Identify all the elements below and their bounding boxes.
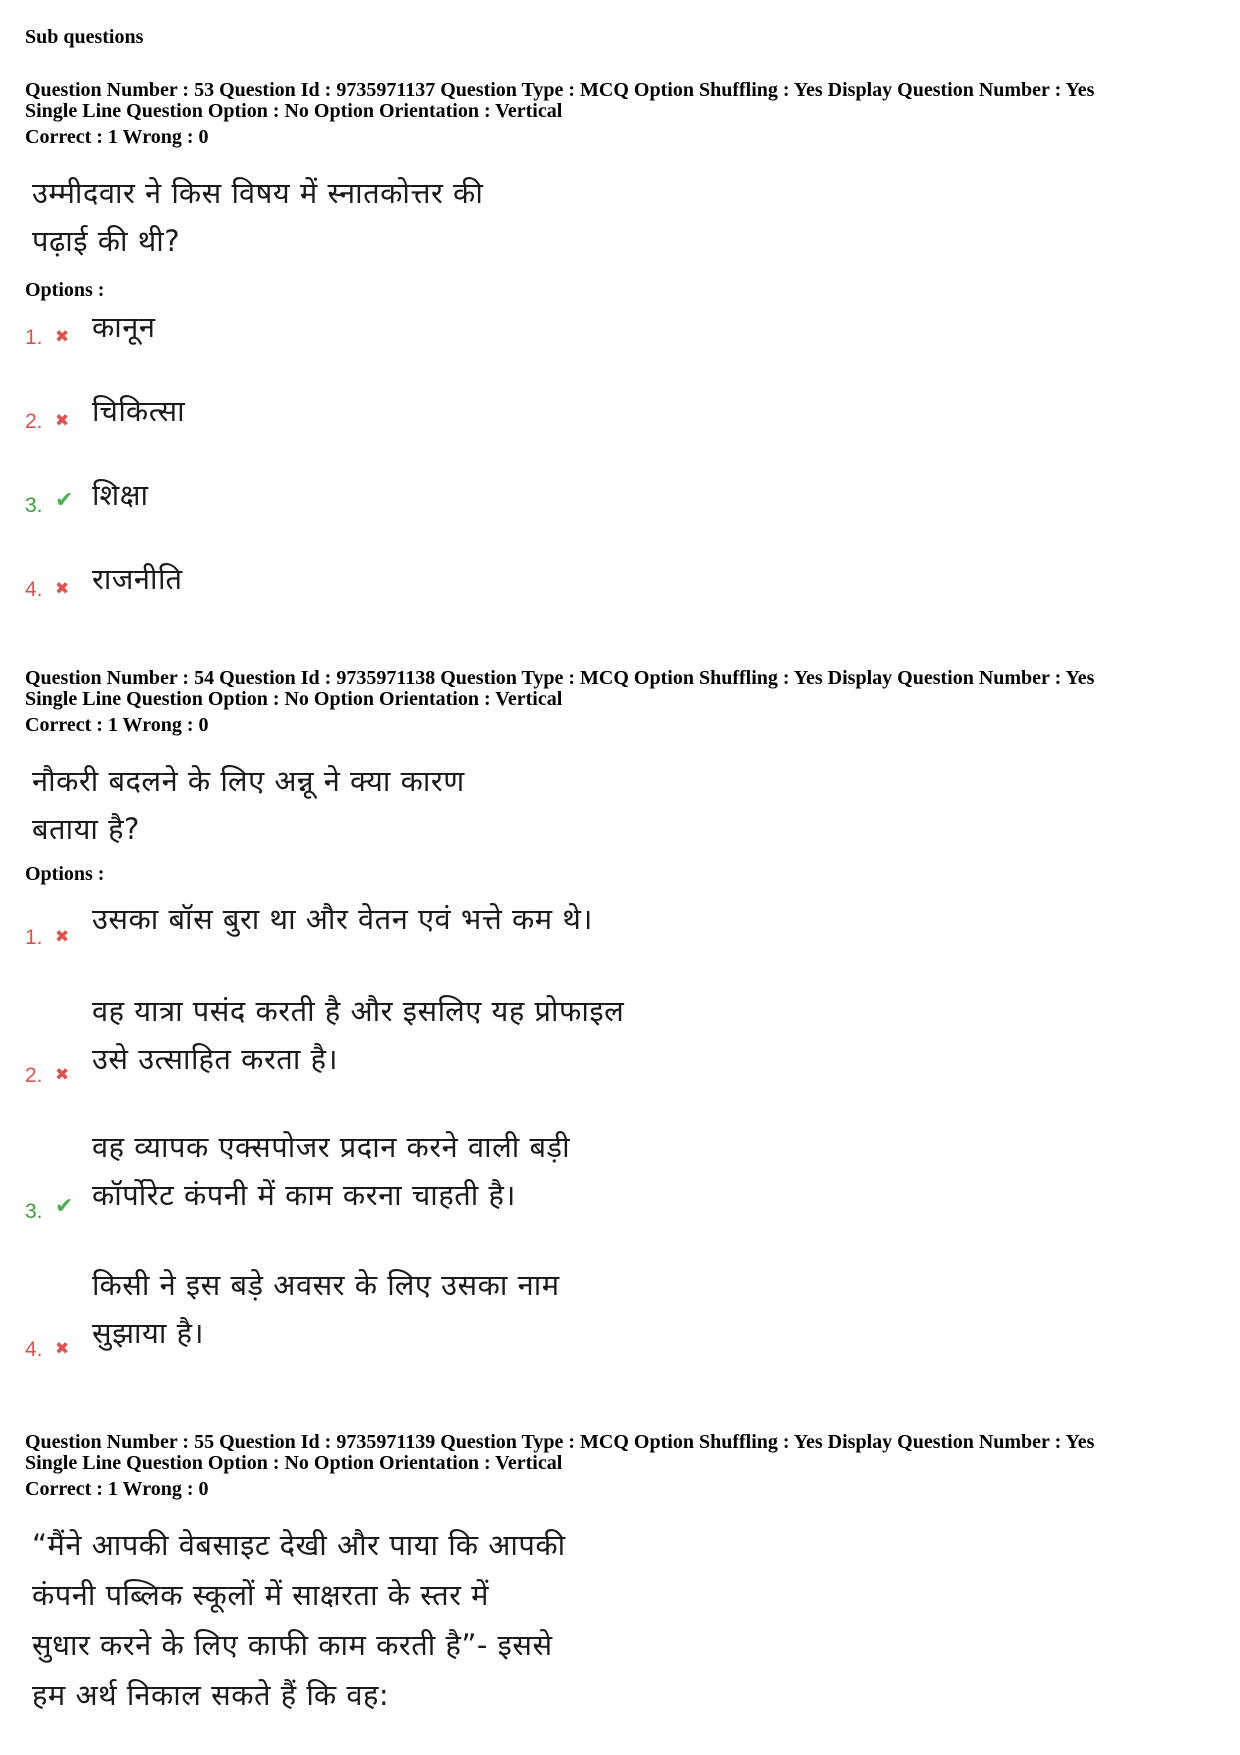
question-text-line: उम्मीदवार ने किस विषय में स्नातकोत्तर की — [32, 176, 484, 210]
option-text: उसका बॉस बुरा था और वेतन एवं भत्ते कम थे। — [92, 902, 593, 936]
option-number: 2. — [25, 1064, 43, 1087]
check-icon: ✔ — [55, 1194, 74, 1219]
options-label: Options : — [25, 863, 105, 885]
option-text: शिक्षा — [92, 478, 149, 512]
option-text: कॉर्पोरेट कंपनी में काम करना चाहती है। — [92, 1178, 516, 1212]
question-text-line: कंपनी पब्लिक स्कूलों में साक्षरता के स्तर में — [32, 1578, 490, 1612]
question-text-line: नौकरी बदलने के लिए अन्नू ने क्या कारण — [32, 764, 465, 798]
option-text: वह व्यापक एक्सपोजर प्रदान करने वाली बड़ी — [92, 1130, 571, 1164]
question-text-line: बताया है? — [32, 812, 140, 846]
cross-icon: ✖ — [55, 1065, 70, 1085]
cross-icon: ✖ — [55, 1339, 70, 1359]
question-meta-line1: Question Number : 54 Question Id : 9735971138 Question Type : MCQ Option Shuffling : Yes Display Question Number : Yes — [25, 667, 1095, 689]
cross-icon: ✖ — [55, 411, 70, 431]
cross-icon: ✖ — [55, 327, 70, 347]
option-number: 3. — [25, 494, 43, 517]
option-number: 3. — [25, 1200, 43, 1223]
question-text-line: सुधार करने के लिए काफी काम करती है”- इससे — [32, 1628, 553, 1662]
question-meta-line1: Question Number : 55 Question Id : 9735971139 Question Type : MCQ Option Shuffling : Yes Display Question Number : Yes — [25, 1431, 1095, 1453]
check-icon: ✔ — [55, 488, 74, 513]
option-text: उसे उत्साहित करता है। — [92, 1042, 338, 1076]
option-number: 1. — [25, 926, 43, 949]
question-text-line: “मैंने आपकी वेबसाइट देखी और पाया कि आपकी — [32, 1528, 566, 1562]
option-number: 2. — [25, 410, 43, 433]
option-number: 4. — [25, 1338, 43, 1361]
question-score-line: Correct : 1 Wrong : 0 — [25, 126, 209, 148]
question-score-line: Correct : 1 Wrong : 0 — [25, 1478, 209, 1500]
option-number: 1. — [25, 326, 43, 349]
option-text: वह यात्रा पसंद करती है और इसलिए यह प्रोफाइल — [92, 994, 625, 1028]
question-score-line: Correct : 1 Wrong : 0 — [25, 714, 209, 736]
option-text: कानून — [92, 310, 156, 344]
option-text: सुझाया है। — [92, 1316, 204, 1350]
cross-icon: ✖ — [55, 927, 70, 947]
option-text: किसी ने इस बड़े अवसर के लिए उसका नाम — [92, 1268, 560, 1302]
question-meta-line2: Single Line Question Option : No Option Orientation : Vertical — [25, 1452, 563, 1474]
question-meta-line1: Question Number : 53 Question Id : 9735971137 Question Type : MCQ Option Shuffling : Yes Display Question Number : Yes — [25, 79, 1095, 101]
options-label: Options : — [25, 279, 105, 301]
section-heading: Sub questions — [25, 26, 144, 48]
cross-icon: ✖ — [55, 579, 70, 599]
question-text-line: हम अर्थ निकाल सकते हैं कि वह: — [32, 1678, 390, 1712]
question-text-line: पढ़ाई की थी? — [32, 224, 181, 258]
option-number: 4. — [25, 578, 43, 601]
question-meta-line2: Single Line Question Option : No Option Orientation : Vertical — [25, 100, 563, 122]
option-text: चिकित्सा — [92, 394, 186, 428]
question-meta-line2: Single Line Question Option : No Option Orientation : Vertical — [25, 688, 563, 710]
option-text: राजनीति — [92, 562, 183, 596]
